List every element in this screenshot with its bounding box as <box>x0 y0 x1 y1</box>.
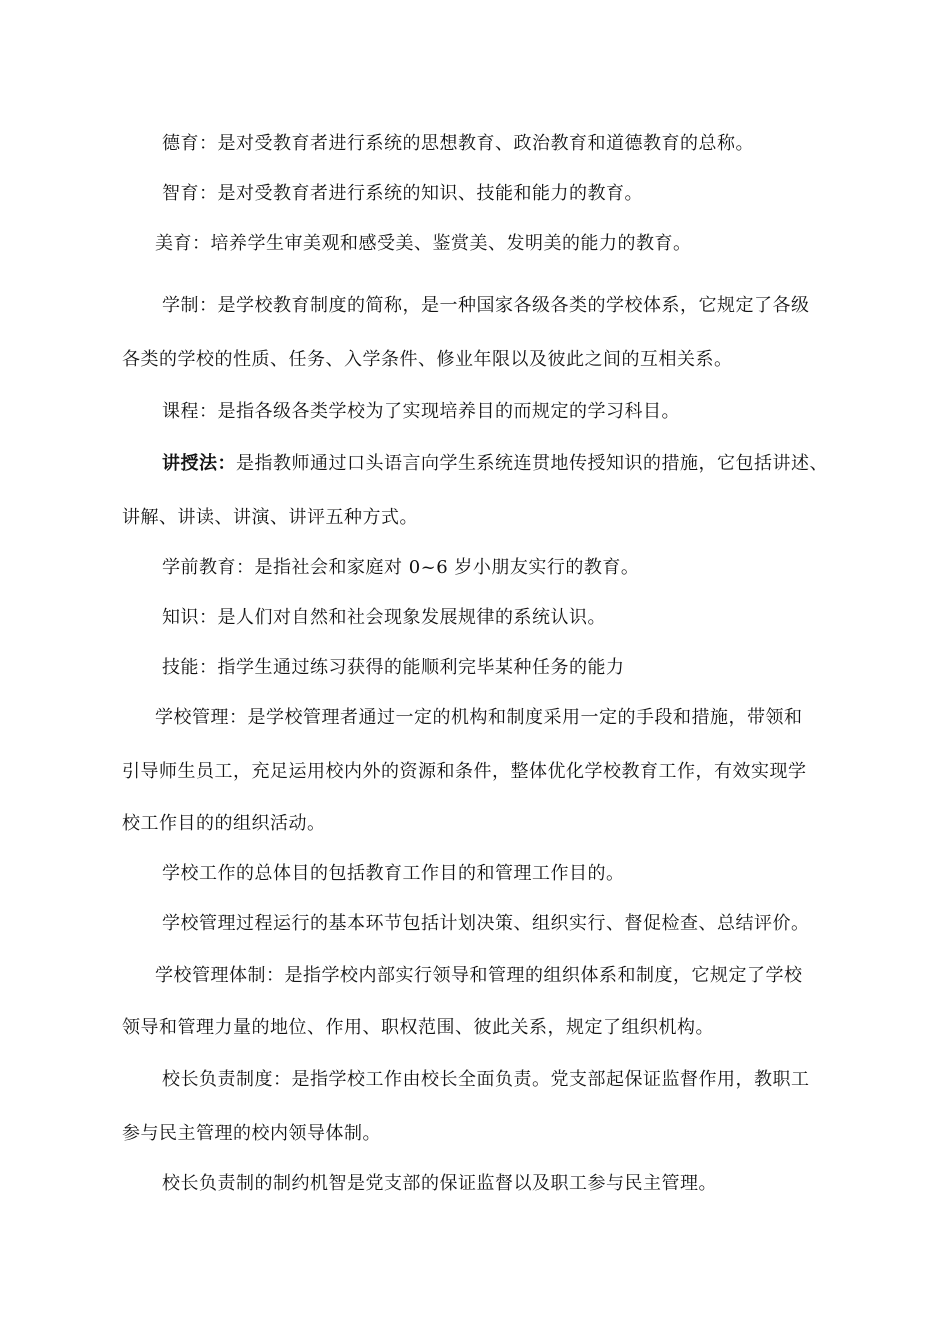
paragraph-line: 校工作目的的组织活动。 <box>122 813 326 834</box>
paragraph-line: 学校管理过程运行的基本环节包括计划决策、组织实行、督促检查、总结评价。 <box>162 913 810 934</box>
paragraph-line: 讲解、讲读、讲演、讲评五种方式。 <box>122 507 418 528</box>
paragraph-text: 是指教师通过口头语言向学生系统连贯地传授知识的措施，它包括讲述、 <box>236 453 828 474</box>
paragraph-line <box>162 452 828 476</box>
paragraph-line: 校长负责制的制约机智是党支部的保证监督以及职工参与民主管理。 <box>162 1173 717 1194</box>
paragraph-line: 学校管理体制：是指学校内部实行领导和管理的组织体系和制度，它规定了学校 <box>155 965 803 986</box>
paragraph-line: 课程：是指各级各类学校为了实现培养目的而规定的学习科目。 <box>162 401 680 422</box>
paragraph-line: 学校工作的总体目的包括教育工作目的和管理工作目的。 <box>162 863 625 884</box>
paragraph-line: 德育：是对受教育者进行系统的思想教育、政治教育和道德教育的总称。 <box>162 133 754 154</box>
paragraph-line: 学前教育：是指社会和家庭对 0~6 岁小朋友实行的教育。 <box>162 557 640 578</box>
paragraph-line: 各类的学校的性质、任务、入学条件、修业年限以及彼此之间的互相关系。 <box>122 349 733 370</box>
paragraph-line: 知识：是人们对自然和社会现象发展规律的系统认识。 <box>162 607 606 628</box>
paragraph-line: 参与民主管理的校内领导体制。 <box>122 1123 381 1144</box>
paragraph-line: 领导和管理力量的地位、作用、职权范围、彼此关系，规定了组织机构。 <box>122 1017 714 1038</box>
paragraph-line: 校长负责制度：是指学校工作由校长全面负责。党支部起保证监督作用，教职工 <box>162 1069 810 1090</box>
bold-term: 讲授法： <box>162 453 236 474</box>
paragraph-line: 美育：培养学生审美观和感受美、鉴赏美、发明美的能力的教育。 <box>155 233 692 254</box>
paragraph-line: 学制：是学校教育制度的简称，是一种国家各级各类的学校体系，它规定了各级 <box>162 295 810 316</box>
paragraph-line: 智育：是对受教育者进行系统的知识、技能和能力的教育。 <box>162 183 643 204</box>
paragraph-line: 引导师生员工，充足运用校内外的资源和条件，整体优化学校教育工作，有效实现学 <box>122 761 807 782</box>
paragraph-line: 技能：指学生通过练习获得的能顺利完毕某种任务的能力 <box>162 657 625 678</box>
paragraph-line: 学校管理：是学校管理者通过一定的机构和制度采用一定的手段和措施，带领和 <box>155 707 803 728</box>
